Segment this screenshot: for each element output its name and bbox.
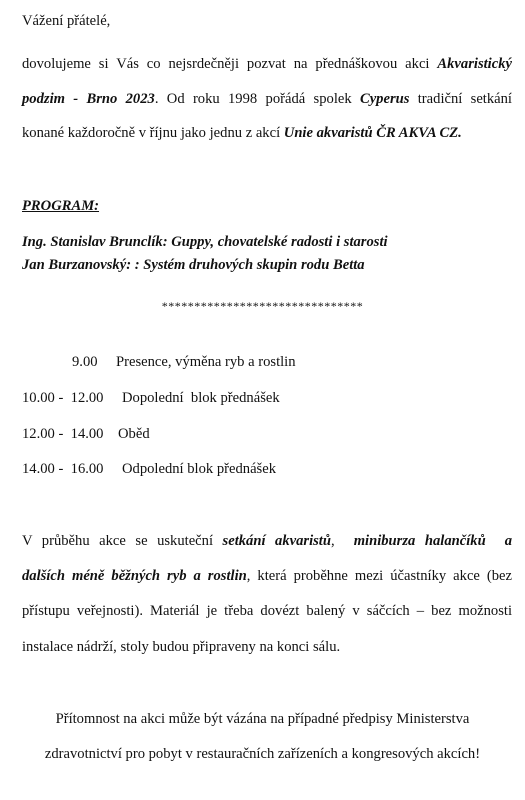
details-text: V průběhu akce se uskuteční <box>22 533 223 549</box>
schedule-time: 12.00 - 14.00 <box>22 426 104 442</box>
intro-line-3 <box>22 124 512 142</box>
meeting-name: setkání akvaristů <box>222 533 331 549</box>
organizer-name: Cyperus <box>359 91 410 107</box>
talk-1: Ing. Stanislav Brunclík: Guppy, chovatelské radosti i starosti <box>22 234 388 250</box>
event-name-part2: podzim - Brno 2023 <box>22 91 155 107</box>
market-items: dalších méně běžných ryb a rostlin <box>22 568 247 584</box>
details-line-3: přístupu veřejnosti). Materiál je třeba dovézt balený v sáčcích – bez možnosti <box>22 603 512 619</box>
event-name-part1: Akvaristický <box>437 56 512 72</box>
schedule-time: 10.00 - 12.00 <box>22 390 104 406</box>
intro-text: konané každoročně v říjnu jako jednu z akcí <box>22 125 284 141</box>
intro-text: tradiční setkání <box>409 91 512 107</box>
intro-line-1 <box>22 55 512 73</box>
details-line-4: instalace nádrží, stoly budou připraveny na konci sálu. <box>22 639 341 655</box>
union-name: Unie akvaristů ČR AKVA CZ. <box>283 125 462 141</box>
schedule-time: 14.00 - 16.00 <box>22 461 104 477</box>
details-text: , <box>330 533 354 549</box>
details-line-1 <box>22 532 512 550</box>
separator: ******************************* <box>161 299 364 313</box>
talk-2: Jan Burzanovský: : Systém druhových skupin rodu Betta <box>22 257 365 273</box>
schedule-label: Presence, výměna ryb a rostlin <box>116 354 296 370</box>
program-heading: PROGRAM: <box>22 198 100 214</box>
market-name: miniburza halančíků a <box>353 533 513 549</box>
details-text: , která proběhne mezi účastníky akce (bez <box>246 568 513 584</box>
intro-text: . Od roku 1998 pořádá spolek <box>154 91 360 107</box>
schedule-label: Odpolední blok přednášek <box>122 461 277 477</box>
notice-line-1: Přítomnost na akci může být vázána na případné předpisy Ministerstva <box>55 711 470 727</box>
schedule-label: Oběd <box>118 426 150 442</box>
notice-line-2: zdravotnictví pro pobyt v restauračních zařízeních a kongresových akcích! <box>44 746 481 762</box>
greeting: Vážení přátelé, <box>22 13 111 29</box>
intro-line-2 <box>22 90 512 108</box>
intro-text: dovolujeme si Vás co nejsrdečněji pozvat na přednáškovou akci <box>22 56 438 72</box>
schedule-label: Dopolední blok přednášek <box>122 390 280 406</box>
details-line-2 <box>22 567 512 585</box>
schedule-time: 9.00 <box>72 354 98 370</box>
